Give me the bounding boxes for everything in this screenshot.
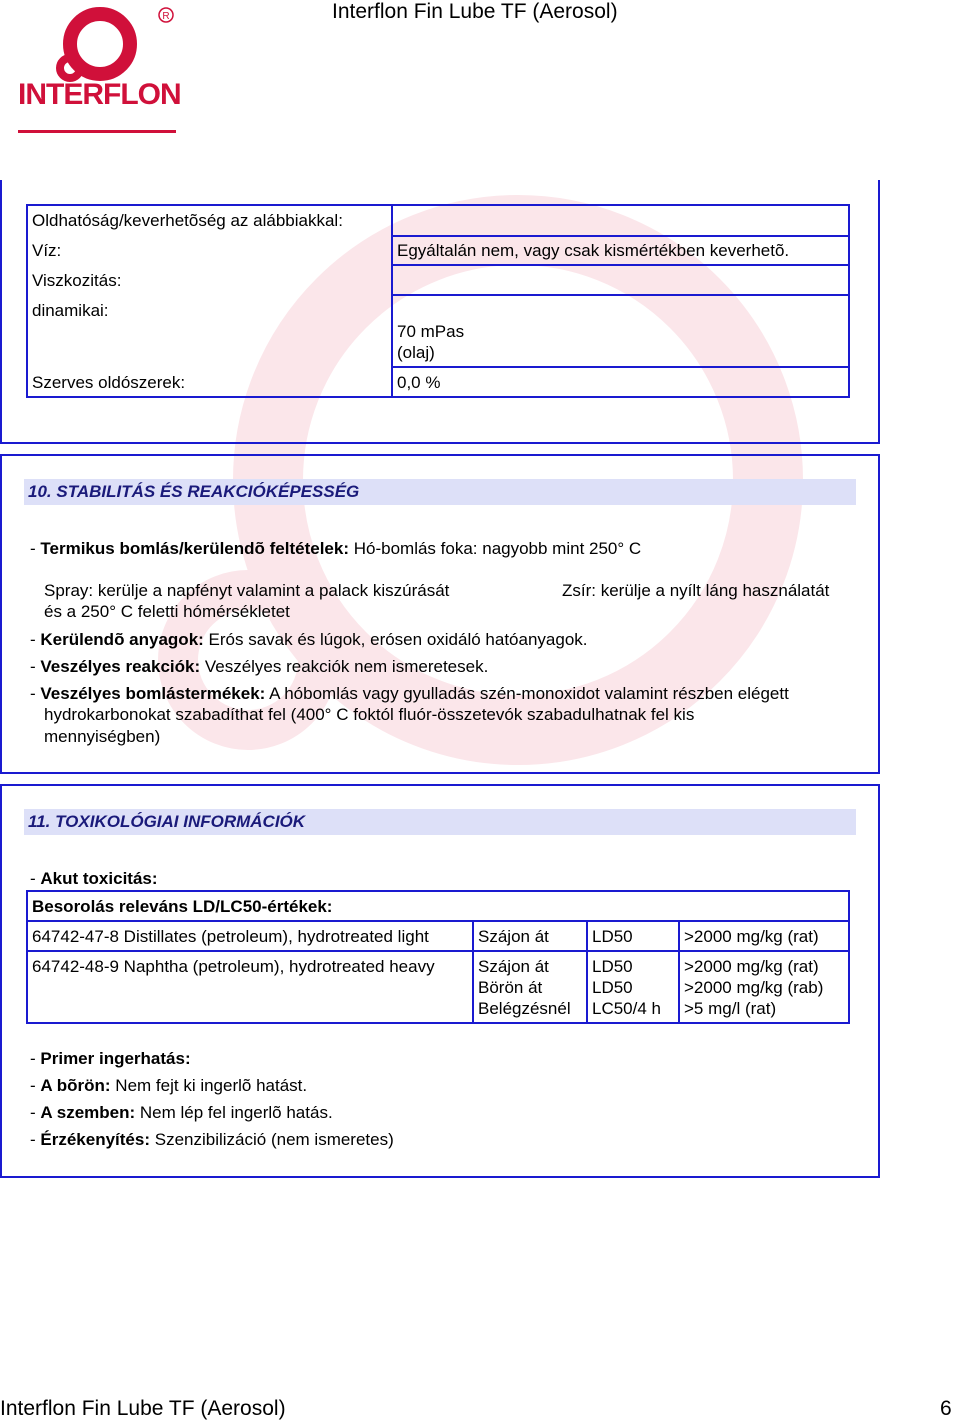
solubility-label: Oldhatóság/keverhetõség az alábbiakkal:: [32, 211, 343, 230]
logo-underline: [18, 130, 176, 133]
reactions-label: Veszélyes reakciók:: [40, 657, 201, 676]
avoid-label: Kerülendõ anyagok:: [40, 630, 204, 649]
page-header-title: Interflon Fin Lube TF (Aerosol): [332, 0, 618, 23]
primary-line: - Primer ingerhatás:: [30, 1049, 191, 1068]
dynamic-value: 70 mPas: [397, 322, 465, 341]
table-cell-substance: 64742-48-9 Naphtha (petroleum), hydrotreated heavy: [32, 957, 435, 976]
thermal-line: - Termikus bomlás/kerülendõ feltételek: Hó-bomlás foka: nagyobb mint 250° C: [30, 539, 642, 558]
skin-label: A bõrön:: [40, 1076, 111, 1095]
row-line: [26, 950, 850, 952]
decomp-line-1: - Veszélyes bomlástermékek: A hóbomlás vagy gyulladás szén-monoxidot valamint részben elégett: [30, 684, 789, 703]
table-cell-type: LD50: [592, 978, 633, 997]
table-cell-route: Börön át: [478, 978, 543, 997]
col-line: [586, 920, 588, 1024]
primary-label: Primer ingerhatás:: [40, 1049, 191, 1068]
grease-line: Zsír: kerülje a nyílt láng használatát: [562, 581, 830, 600]
table-cell-route: Belégzésnél: [478, 999, 571, 1018]
row-line: [391, 294, 850, 296]
row-line: [391, 366, 850, 368]
table-cell-value: >5 mg/l (rat): [684, 999, 777, 1018]
col-line: [678, 920, 680, 1024]
solubility-table: [26, 204, 850, 398]
eye-value: Nem lép fel ingerlõ hatás.: [135, 1103, 333, 1122]
interflon-logo: [14, 4, 182, 136]
toxicity-table-title: Besorolás releváns LD/LC50-értékek:: [32, 897, 333, 916]
solvents-label: Szerves oldószerek:: [32, 373, 186, 392]
skin-value: Nem fejt ki ingerlõ hatást.: [110, 1076, 308, 1095]
eye-line: - A szemben: Nem lép fel ingerlõ hatás.: [30, 1103, 333, 1122]
table-cell-type: LD50: [592, 957, 633, 976]
table-cell-value: >2000 mg/kg (rab): [684, 978, 824, 997]
viscosity-label: Viszkozitás:: [32, 271, 122, 290]
row-line: [391, 264, 850, 266]
water-label: Víz:: [32, 241, 62, 260]
table-cell-type: LD50: [592, 927, 633, 946]
solvents-value: 0,0 %: [397, 373, 441, 392]
decomp-line-3: mennyiségben): [44, 727, 161, 746]
skin-line: - A bõrön: Nem fejt ki ingerlõ hatást.: [30, 1076, 308, 1095]
acute-label: Akut toxicitás:: [40, 869, 158, 888]
reactions-value: Veszélyes reakciók nem ismeretesek.: [200, 657, 489, 676]
table-cell-route: Szájon át: [478, 957, 549, 976]
reactions-line: - Veszélyes reakciók: Veszélyes reakciók nem ismeretesek.: [30, 657, 489, 676]
page-number: 6: [940, 1397, 952, 1420]
sensitization-value: Szenzibilizáció (nem ismeretes): [150, 1130, 394, 1149]
table-cell-type: LC50/4 h: [592, 999, 661, 1018]
thermal-value: Hó-bomlás foka: nagyobb mint 250° C: [349, 539, 642, 558]
row-line: [391, 235, 850, 237]
spray-line-2: és a 250° C feletti hómérsékletet: [44, 602, 290, 621]
section-11-heading: 11. TOXIKOLÓGIAI INFORMÁCIÓK: [24, 809, 856, 835]
thermal-label: Termikus bomlás/kerülendõ feltételek:: [40, 539, 350, 558]
section-10-heading: 10. STABILITÁS ÉS REAKCIÓKÉPESSÉG: [24, 479, 856, 505]
svg-text:R: R: [162, 11, 170, 22]
sensitization-label: Érzékenyítés:: [40, 1130, 151, 1149]
decomp-label: Veszélyes bomlástermékek:: [40, 684, 266, 703]
col-line: [472, 920, 474, 1024]
sensitization-line: - Érzékenyítés: Szenzibilizáció (nem ismeretes): [30, 1130, 394, 1149]
acute-line: - Akut toxicitás:: [30, 869, 158, 888]
decomp-line-2: hydrokarbonokat szabadíthat fel (400° C foktól fluór-összetevók szabadulhatnak fel kis: [44, 705, 695, 724]
eye-label: A szemben:: [40, 1103, 136, 1122]
table-cell-substance: 64742-47-8 Distillates (petroleum), hydrotreated light: [32, 927, 429, 946]
table-cell-value: >2000 mg/kg (rat): [684, 927, 819, 946]
page-footer-title: Interflon Fin Lube TF (Aerosol): [0, 1397, 286, 1420]
dynamic-value-note: (olaj): [397, 343, 435, 362]
row-line: [26, 920, 850, 922]
spray-line-1: Spray: kerülje a napfényt valamint a palack kiszúrását: [44, 581, 450, 600]
water-value: Egyáltalán nem, vagy csak kismértékben keverhetõ.: [397, 241, 790, 260]
decomp-value: A hóbomlás vagy gyulladás szén-monoxidot valamint részben elégett: [265, 684, 789, 703]
table-cell-value: >2000 mg/kg (rat): [684, 957, 819, 976]
logo-wordmark: INTERFLON: [18, 78, 181, 111]
dynamic-label: dinamikai:: [32, 301, 109, 320]
avoid-line: - Kerülendõ anyagok: Erós savak és lúgok, erósen oxidáló hatóanyagok.: [30, 630, 588, 649]
solubility-divider: [391, 204, 393, 398]
table-cell-route: Szájon át: [478, 927, 549, 946]
avoid-value: Erós savak és lúgok, erósen oxidáló hatóanyagok.: [203, 630, 588, 649]
